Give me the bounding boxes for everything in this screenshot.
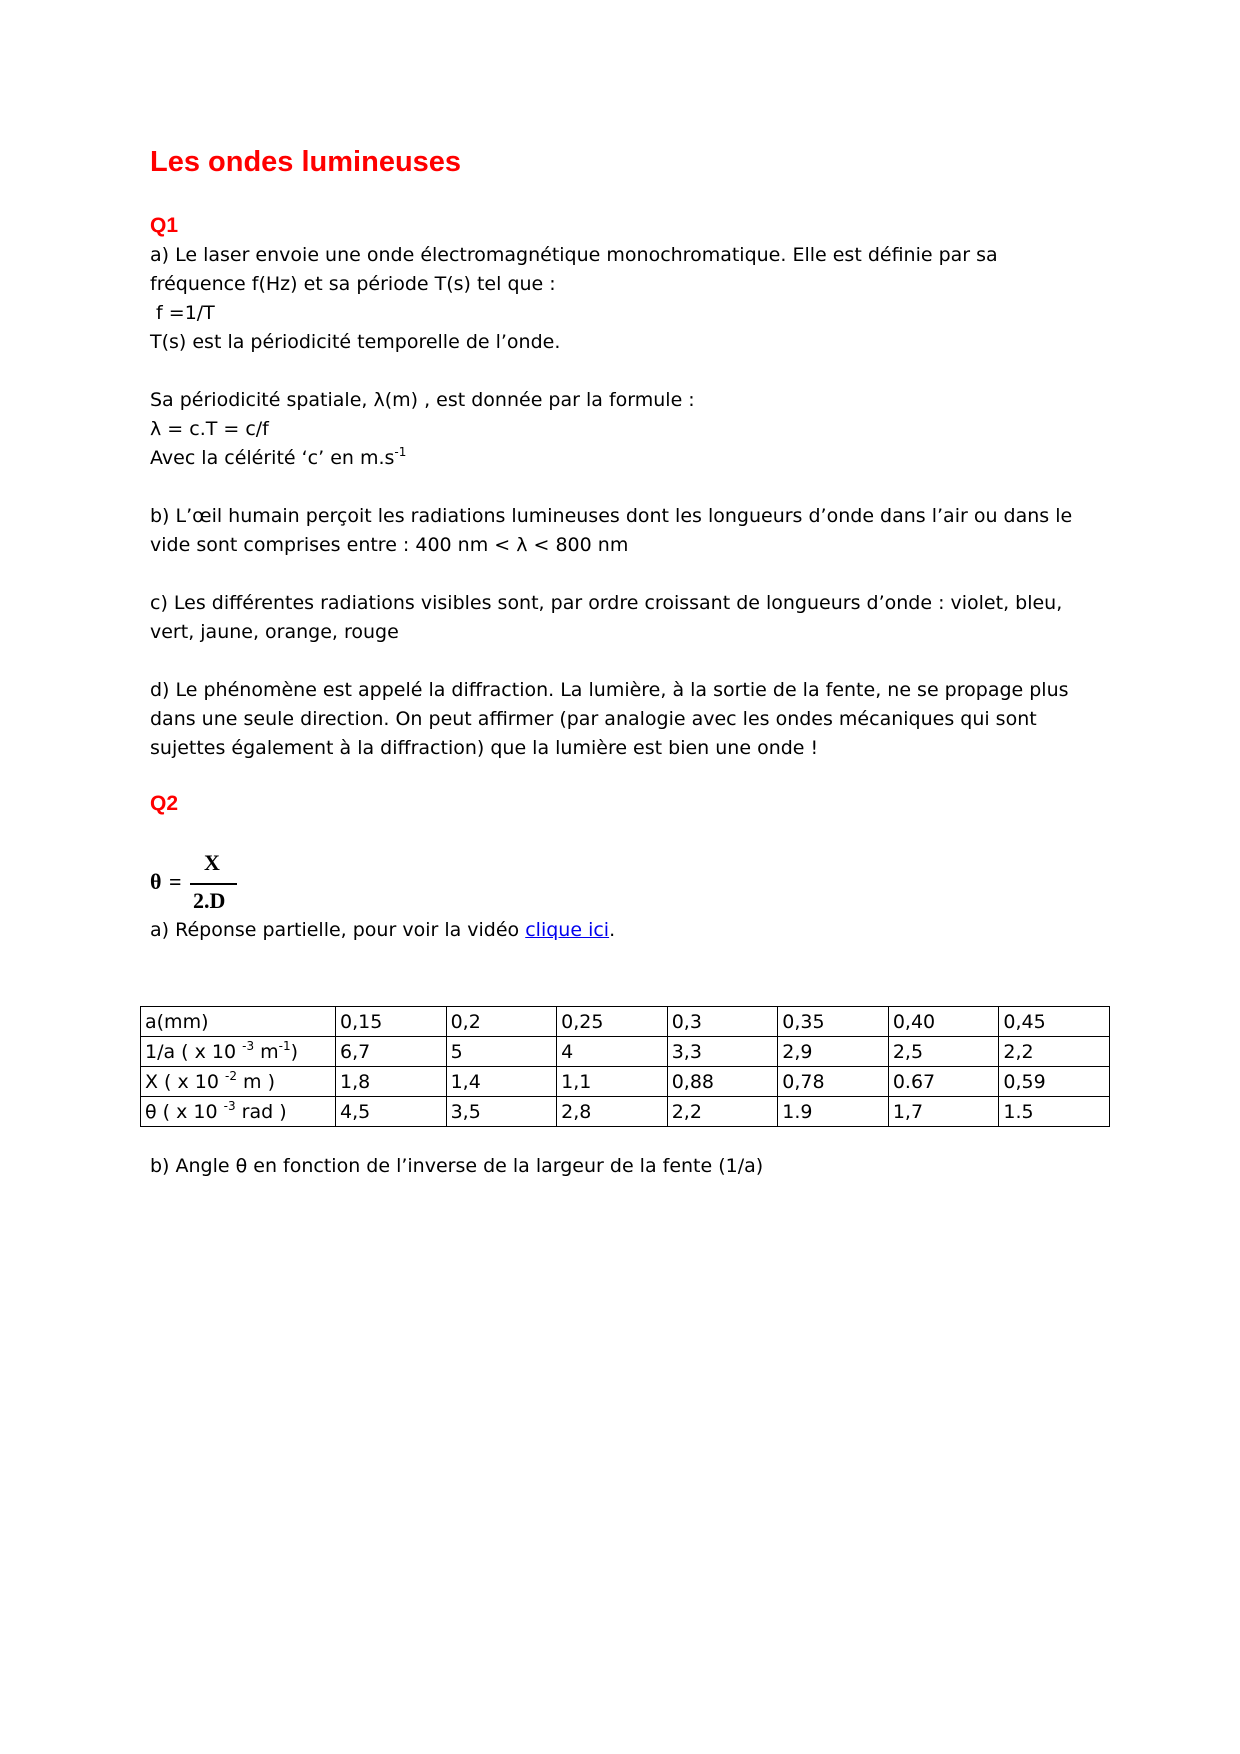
q1-b-line2: vide sont comprises entre : 400 nm < λ < 800 nm — [150, 534, 629, 556]
q1-d-line2: dans une seule direction. On peut affirmer (par analogie avec les ondes mécaniques qui sont — [150, 708, 1037, 730]
q1-c-line1: c) Les différentes radiations visibles sont, par ordre croissant de longueurs d’onde : violet, bleu, — [150, 592, 1063, 614]
row-label-label: 1/a ( x 10 — [145, 1041, 243, 1063]
table-cell: 0,78 — [778, 1067, 889, 1097]
row-label-cell — [141, 1097, 336, 1127]
row-label-label-sup2: -1 — [278, 1039, 291, 1053]
row-label-label: X ( x 10 — [145, 1071, 226, 1093]
formula-numerator: X — [204, 850, 220, 875]
table-cell: 0.67 — [888, 1067, 999, 1097]
row-label-label-mid: m ) — [236, 1071, 275, 1093]
table-cell: 1,1 — [557, 1067, 668, 1097]
q1-a-line5: Sa périodicité spatiale, λ(m) , est donnée par la formule : — [150, 389, 695, 411]
q1-a-line1: a) Le laser envoie une onde électromagnétique monochromatique. Elle est définie par sa — [150, 244, 998, 266]
formula-equals: = — [169, 869, 182, 894]
table-cell: 1,4 — [446, 1067, 557, 1097]
table-cell: 0,3 — [667, 1007, 778, 1037]
celerity-text: Avec la célérité ‘c’ en m.s — [150, 447, 395, 469]
q1-heading: Q1 — [150, 214, 179, 237]
row-label-cell — [141, 1067, 336, 1097]
table-cell: 4 — [557, 1037, 668, 1067]
table-cell: 2,5 — [888, 1037, 999, 1067]
table-row — [141, 1007, 1110, 1037]
table-cell: 1.9 — [778, 1097, 889, 1127]
table-cell: 0,35 — [778, 1007, 889, 1037]
q1-b-line1: b) L’œil humain perçoit les radiations lumineuses dont les longueurs d’onde dans l’air ou dans le — [150, 505, 1073, 527]
q1-a-line4: T(s) est la périodicité temporelle de l’onde. — [150, 331, 561, 353]
q1-d-line3: sujettes également à la diffraction) que la lumière est bien une onde ! — [150, 737, 819, 759]
diffraction-data-table — [140, 1006, 1110, 1127]
q2-a-line — [150, 916, 615, 945]
page-title: Les ondes lumineuses — [150, 146, 462, 178]
q2-b-line: b) Angle θ en fonction de l’inverse de la largeur de la fente (1/a) — [150, 1155, 764, 1177]
table-row — [141, 1067, 1110, 1097]
q2-a-end: . — [609, 919, 616, 941]
table-cell: 3,3 — [667, 1037, 778, 1067]
table-cell: 2,8 — [557, 1097, 668, 1127]
fraction-bar — [190, 883, 237, 885]
table-cell: 0,15 — [336, 1007, 447, 1037]
table-cell: 5 — [446, 1037, 557, 1067]
q1-a-line3: f =1/T — [150, 302, 215, 324]
table-cell: 3,5 — [446, 1097, 557, 1127]
table-cell: 0,45 — [999, 1007, 1110, 1037]
row-label-label: θ ( x 10 — [145, 1101, 224, 1123]
q2-a-text: a) Réponse partielle, pour voir la vidéo — [150, 919, 526, 941]
table-row — [141, 1037, 1110, 1067]
table-cell: 1.5 — [999, 1097, 1110, 1127]
row-label-cell — [141, 1037, 336, 1067]
row-label-label-end: ) — [290, 1041, 299, 1063]
table-cell: 2,2 — [999, 1037, 1110, 1067]
q1-a-line2: fréquence f(Hz) et sa période T(s) tel que : — [150, 273, 556, 295]
row-label-label-sup: -3 — [242, 1039, 255, 1053]
q2-heading: Q2 — [150, 792, 179, 815]
row-label-cell — [141, 1007, 336, 1037]
table-cell: 1,8 — [336, 1067, 447, 1097]
video-link[interactable]: clique ici — [525, 919, 610, 941]
formula-denominator: 2.D — [193, 888, 226, 913]
row-label-label-sup: -3 — [223, 1099, 236, 1113]
table-cell: 0,59 — [999, 1067, 1110, 1097]
table-cell: 1,7 — [888, 1097, 999, 1127]
q1-a-line6: λ = c.T = c/f — [150, 418, 269, 440]
table-cell: 6,7 — [336, 1037, 447, 1067]
table-cell: 0,88 — [667, 1067, 778, 1097]
row-label-label: a(mm) — [145, 1011, 209, 1033]
q1-d-line1: d) Le phénomène est appelé la diffraction. La lumière, à la sortie de la fente, ne se propage plus — [150, 679, 1069, 701]
table-cell: 4,5 — [336, 1097, 447, 1127]
table-cell: 2,2 — [667, 1097, 778, 1127]
table-cell: 2,9 — [778, 1037, 889, 1067]
theta-formula — [150, 850, 270, 920]
table-row — [141, 1097, 1110, 1127]
row-label-label-mid: rad ) — [235, 1101, 287, 1123]
q1-a-line7 — [150, 444, 406, 473]
celerity-exponent: -1 — [394, 445, 407, 459]
q1-c-line2: vert, jaune, orange, rouge — [150, 621, 399, 643]
formula-lhs: θ — [150, 869, 162, 894]
table-cell: 0,25 — [557, 1007, 668, 1037]
row-label-label-sup: -2 — [225, 1069, 237, 1083]
table-cell: 0,2 — [446, 1007, 557, 1037]
row-label-label-mid: m — [254, 1041, 279, 1063]
table-cell: 0,40 — [888, 1007, 999, 1037]
